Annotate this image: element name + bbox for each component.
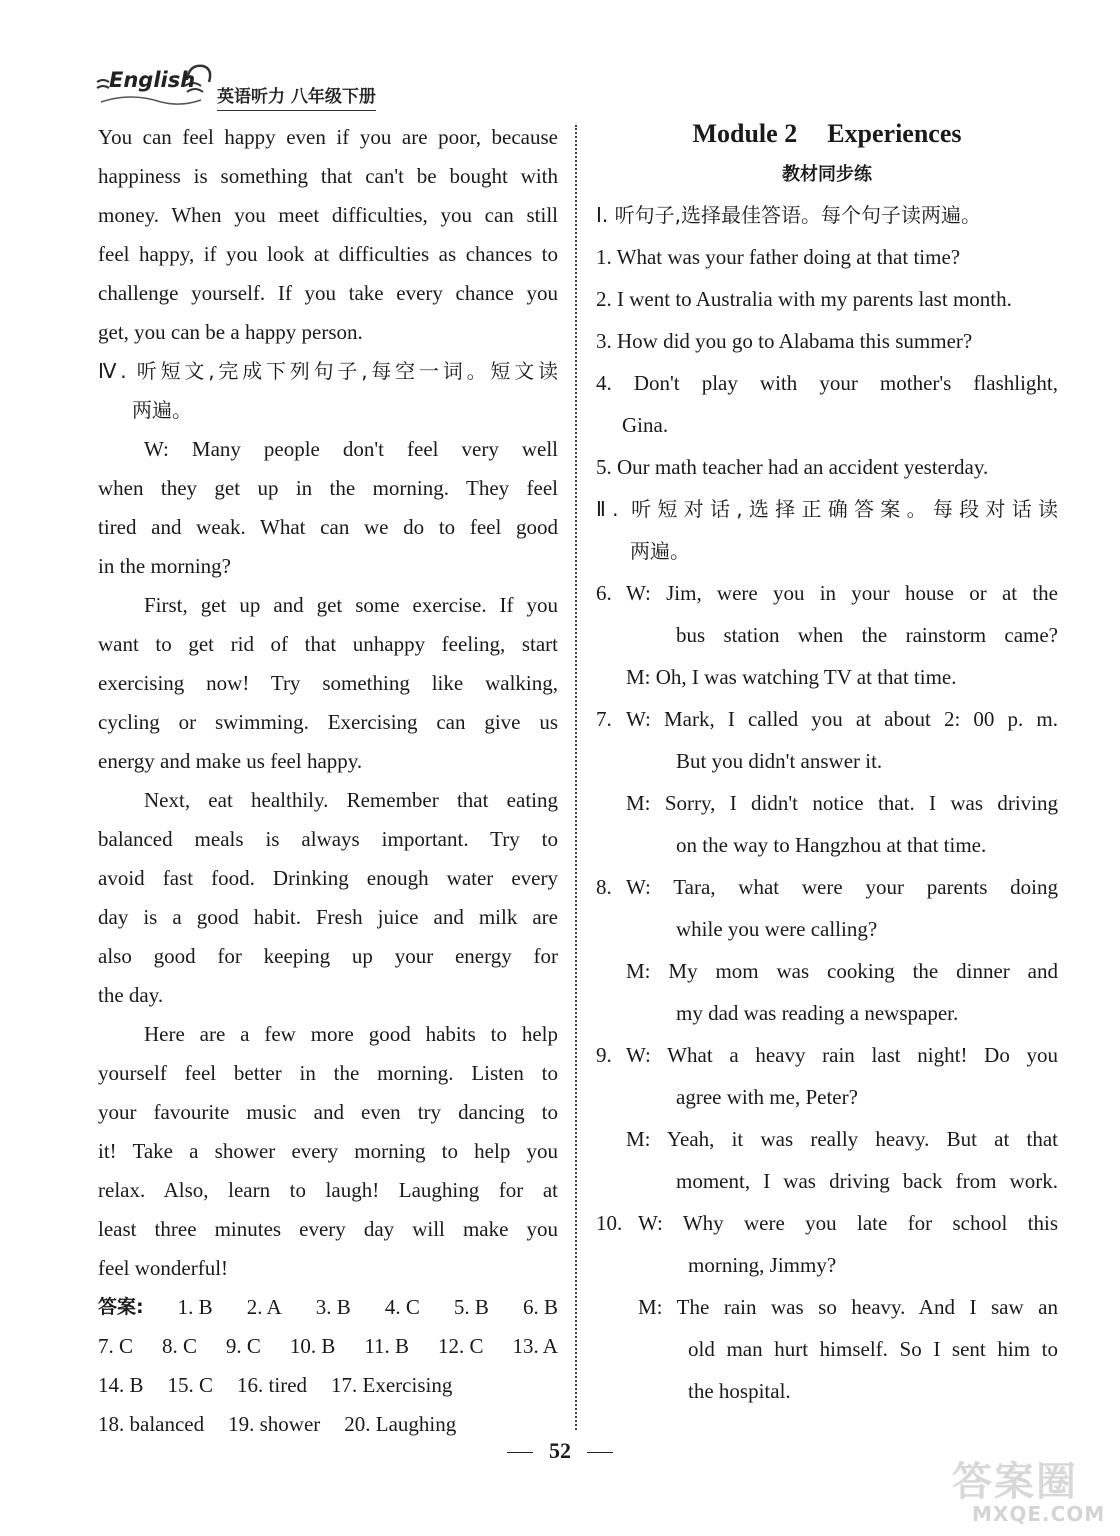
dialogue-line: bus station when the rainstorm came?: [676, 623, 1058, 647]
answer-label: 答案:: [98, 1296, 144, 1318]
answer: 8. C: [161, 1334, 197, 1358]
dialogue-line: agree with me, Peter?: [676, 1085, 858, 1109]
text-line: exercising now! Try something like walking,: [98, 671, 558, 695]
dialogue-line: M: My mom was cooking the dinner and: [626, 959, 1058, 983]
answer-row: [98, 1288, 558, 1327]
dialogue-line: on the way to Hangzhou at that time.: [676, 833, 987, 857]
dialogue-6: [596, 572, 1058, 698]
text-line: yourself feel better in the morning. Listen to: [98, 1061, 558, 1085]
dialogue-line: the hospital.: [688, 1379, 791, 1403]
answer: 17. Exercising: [331, 1373, 453, 1397]
text-line: feel happy, if you look at difficulties as chances to: [98, 242, 558, 266]
dialogue-7: [596, 698, 1058, 866]
answer-row: [98, 1327, 558, 1366]
answer: 1. B: [177, 1295, 213, 1319]
module-name: Experiences: [827, 119, 962, 148]
english-logo: [95, 58, 215, 108]
sentence-item: 2. I went to Australia with my parents last month.: [596, 287, 1012, 311]
passage-paragraph-4: [98, 1015, 558, 1288]
dialogue-line: moment, I was driving back from work.: [676, 1169, 1058, 1193]
text-line: feel wonderful!: [98, 1256, 229, 1280]
module-title: [596, 112, 1058, 156]
dialogue-line: M: Sorry, I didn't notice that. I was driving: [626, 791, 1058, 815]
text-line: tired and weak. What can we do to feel good: [98, 515, 558, 539]
text-line: in the morning?: [98, 554, 231, 578]
text-line: day is a good habit. Fresh juice and milk are: [98, 905, 558, 929]
dialogue-line: W: Jim, were you in your house or at the: [626, 581, 1058, 605]
answer: 3. B: [315, 1295, 351, 1319]
text-line: happiness is something that can't be bought with: [98, 164, 558, 188]
dialogue-line: W: Mark, I called you at about 2: 00 p. m.: [626, 707, 1058, 731]
answer: 9. C: [225, 1334, 261, 1358]
question-number: 10.: [596, 1211, 623, 1235]
dialogue-10: [596, 1202, 1058, 1412]
question-number: 8.: [596, 875, 612, 899]
answer: 13. A: [512, 1334, 558, 1358]
answer: 18. balanced: [98, 1412, 205, 1436]
text-line: the day.: [98, 983, 164, 1007]
text-line: it! Take a shower every morning to help you: [98, 1139, 558, 1163]
text-line: when they get up in the morning. They feel: [98, 476, 558, 500]
section-1-heading: Ⅰ. 听句子,选择最佳答语。每个句子读两遍。: [596, 203, 981, 227]
logo-text: English: [109, 68, 196, 92]
dialogue-8: [596, 866, 1058, 1034]
watermark-url: MXQE.COM: [972, 1502, 1106, 1526]
question-number: 6.: [596, 581, 612, 605]
answer: 16. tired: [237, 1373, 308, 1397]
left-column: [98, 118, 558, 1444]
answer: 4. C: [384, 1295, 420, 1319]
text-line: your favourite music and even try dancing to: [98, 1100, 558, 1124]
answer: 12. C: [437, 1334, 484, 1358]
book-title: 英语听力 八年级下册: [217, 82, 376, 111]
text-line: get, you can be a happy person.: [98, 320, 363, 344]
text-line: relax. Also, learn to laugh! Laughing for at: [98, 1178, 558, 1202]
answer: 5. B: [453, 1295, 489, 1319]
page-number-text: 52: [549, 1438, 571, 1463]
text-line: challenge yourself. If you take every chance you: [98, 281, 558, 305]
section-subtitle: 教材同步练: [782, 164, 872, 185]
section-2-heading-cont: 两遍。: [630, 539, 690, 563]
dialogue-line: old man hurt himself. So I sent him to: [688, 1337, 1058, 1361]
text-line: Next, eat healthily. Remember that eating: [144, 788, 558, 812]
answer: 6. B: [522, 1295, 558, 1319]
right-column: [596, 112, 1058, 1412]
page-header: [95, 58, 425, 108]
dialogue-line: my dad was reading a newspaper.: [676, 1001, 959, 1025]
answer: 7. C: [98, 1334, 134, 1358]
sentence-item: 3. How did you go to Alabama this summer?: [596, 329, 973, 353]
column-divider: [575, 125, 577, 1430]
text-line: energy and make us feel happy.: [98, 749, 363, 773]
dialogue-line: W: What a heavy rain last night! Do you: [626, 1043, 1058, 1067]
passage-paragraph-3: [98, 781, 558, 1015]
dialogue-9: [596, 1034, 1058, 1202]
dialogue-line: But you didn't answer it.: [676, 749, 883, 773]
answer: 10. B: [289, 1334, 336, 1358]
section-4-heading-cont: 两遍。: [132, 398, 192, 422]
dialogue-line: M: Oh, I was watching TV at that time.: [626, 665, 957, 689]
text-line: want to get rid of that unhappy feeling, start: [98, 632, 558, 656]
answer: 20. Laughing: [344, 1412, 457, 1436]
text-line: W: Many people don't feel very well: [144, 437, 558, 461]
answer: 11. B: [364, 1334, 410, 1358]
passage-paragraph-1: [98, 430, 558, 586]
sentence-item: 5. Our math teacher had an accident yesterday.: [596, 455, 989, 479]
dialogue-line: while you were calling?: [676, 917, 878, 941]
answer-row: [98, 1366, 558, 1405]
sentence-item: 4. Don't play with your mother's flashlight,: [596, 371, 1058, 395]
question-number: 9.: [596, 1043, 612, 1067]
watermark-text: 答案圈: [952, 1459, 1078, 1505]
dialogue-line: morning, Jimmy?: [688, 1253, 837, 1277]
text-line: balanced meals is always important. Try to: [98, 827, 558, 851]
answer: 2. A: [246, 1295, 282, 1319]
text-line: avoid fast food. Drinking enough water every: [98, 866, 558, 890]
answer: 19. shower: [228, 1412, 321, 1436]
dialogue-line: W: Why were you late for school this: [638, 1211, 1058, 1235]
sentence-item: 1. What was your father doing at that time?: [596, 245, 961, 269]
text-line: First, get up and get some exercise. If you: [144, 593, 558, 617]
text-line: also good for keeping up your energy for: [98, 944, 558, 968]
text-line: Here are a few more good habits to help: [144, 1022, 558, 1046]
answer: 15. C: [167, 1373, 214, 1397]
dialogue-line: W: Tara, what were your parents doing: [626, 875, 1058, 899]
section-2-heading: Ⅱ. 听短对话,选择正确答案。每段对话读: [596, 497, 1058, 521]
intro-paragraph: [98, 118, 558, 352]
text-line: You can feel happy even if you are poor, because: [98, 125, 558, 149]
dialogue-line: M: The rain was so heavy. And I saw an: [638, 1295, 1058, 1319]
text-line: least three minutes every day will make you: [98, 1217, 558, 1241]
text-line: money. When you meet difficulties, you can still: [98, 203, 558, 227]
question-number: 7.: [596, 707, 612, 731]
section-4-heading: Ⅳ. 听短文,完成下列句子,每空一词。短文读: [98, 359, 558, 383]
passage-paragraph-2: [98, 586, 558, 781]
dialogue-line: M: Yeah, it was really heavy. But at that: [626, 1127, 1058, 1151]
module-label: Module 2: [692, 119, 798, 148]
answer-key: [98, 1288, 558, 1444]
answer: 14. B: [98, 1373, 144, 1397]
sentence-item-cont: Gina.: [622, 413, 669, 437]
text-line: cycling or swimming. Exercising can give us: [98, 710, 558, 734]
watermark: [952, 1450, 1112, 1530]
